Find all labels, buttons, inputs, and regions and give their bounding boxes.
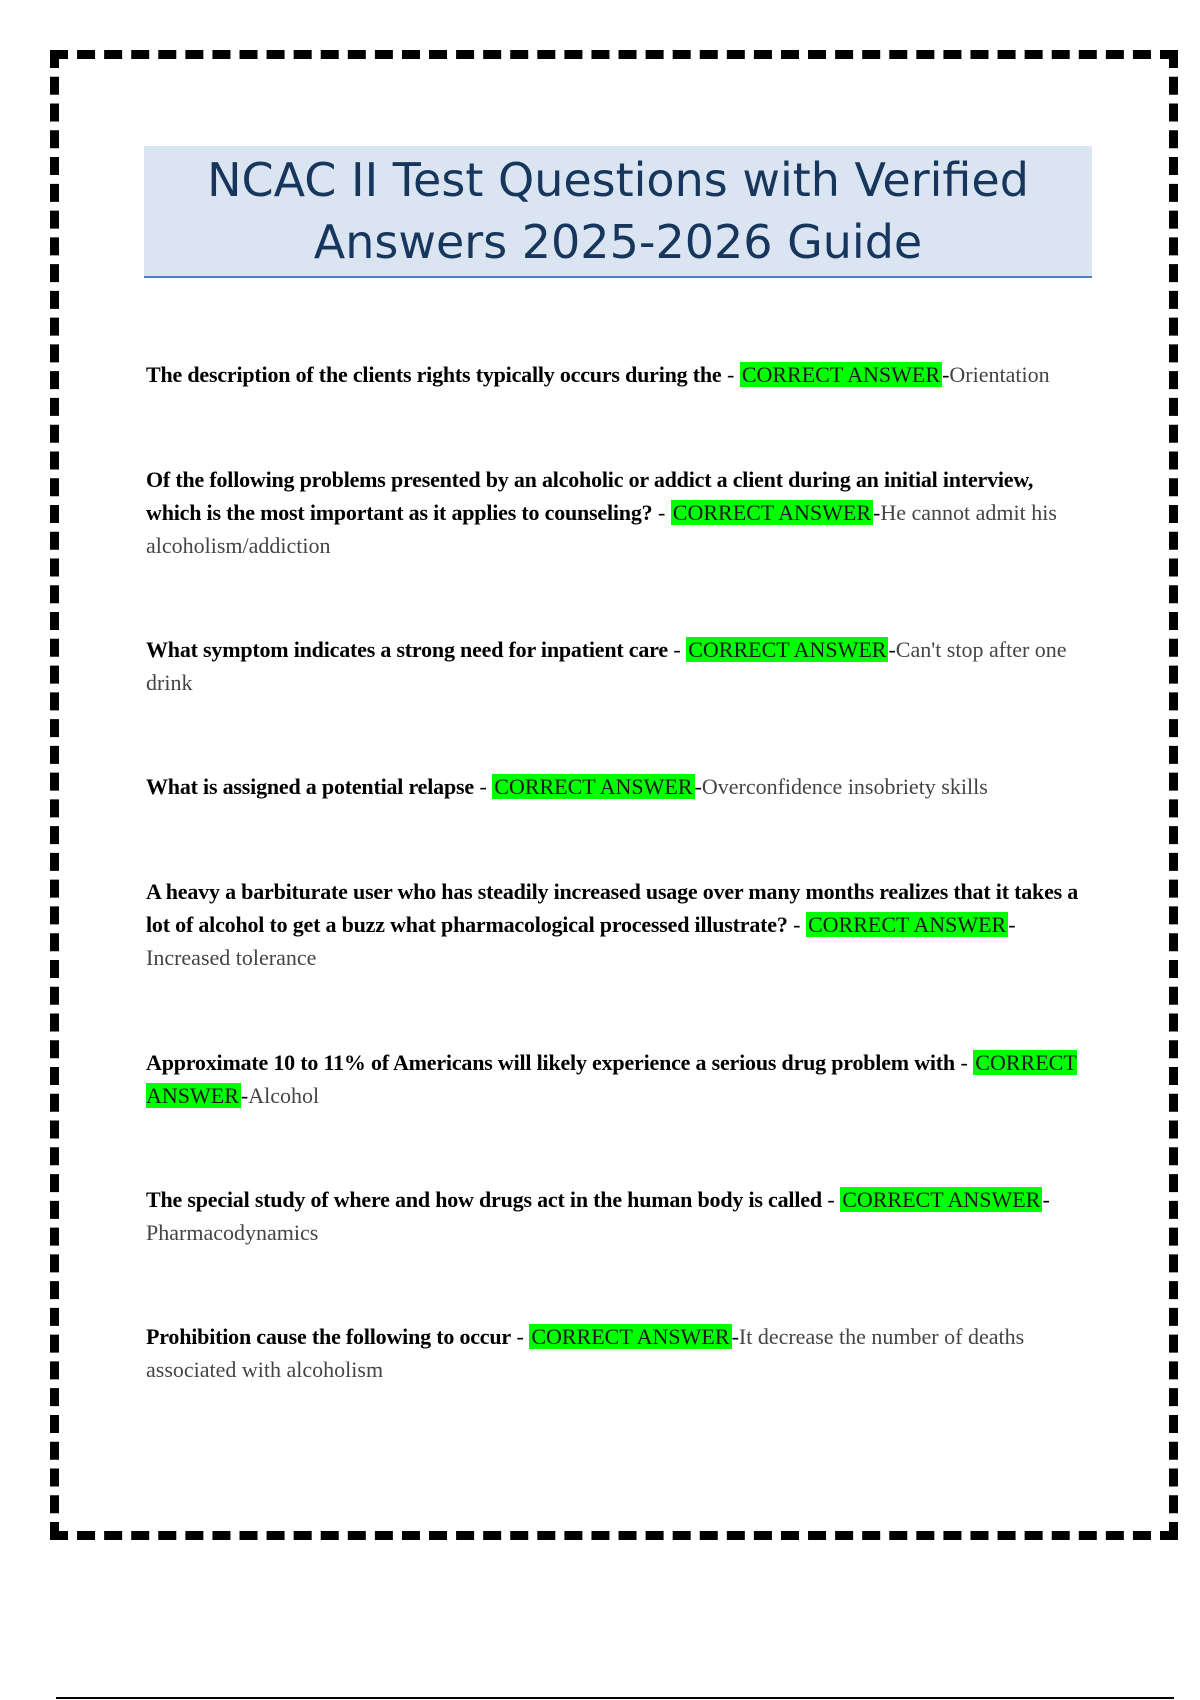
correct-answer-marker: CORRECT ANSWER [146,1050,1077,1108]
footer-rule [56,1697,1174,1699]
question-text: Prohibition cause the following to occur [146,1324,511,1349]
separator: - [473,774,493,799]
correct-answer-marker: CORRECT ANSWER [842,1187,1041,1212]
answer-text: Overconfidence insobriety skills [701,774,988,799]
separator: - [721,362,740,387]
correct-answer-marker: CORRECT ANSWER [688,637,887,662]
qa-item: The description of the clients rights typically occurs during the - CORRECT ANSWER-Orientation [146,362,1050,387]
document-title: NCAC II Test Questions with Verified Answers 2025-2026 Guide [207,153,1029,269]
correct-answer-marker: CORRECT ANSWER [807,912,1007,937]
separator: - [652,500,671,525]
correct-answer-marker: CORRECT ANSWER [741,362,941,387]
qa-item: Approximate 10 to 11% of Americans will likely experience a serious drug problem with - CORRECT ANSWER-Alcohol [146,1050,1077,1108]
question-text: The special study of where and how drugs act in the human body is called [146,1187,822,1212]
qa-item: A heavy a barbiturate user who has steadily increased usage over many months realizes that it takes a lot of alcohol to get a buzz what pharmacological processed illustrate? - CORRECT ANSWER-Increased tolerance [146,879,1079,970]
answer-text: Alcohol [248,1083,320,1108]
qa-item: What is assigned a potential relapse - CORRECT ANSWER-Overconfidence insobriety skills [146,774,988,799]
answer-text: Can't stop after one drink [146,637,1067,695]
separator: - [821,1187,841,1212]
answer-text: Increased tolerance [146,945,317,970]
answer-text: Orientation [949,362,1050,387]
qa-item: Of the following problems presented by an alcoholic or addict a client during an initial interview, which is the most important as it applies to counseling? - CORRECT ANSWER-He cannot admit his alcoholism/addiction [146,467,1057,558]
qa-item: What symptom indicates a strong need for inpatient care - CORRECT ANSWER-Can't stop after one drink [146,637,1067,695]
question-text: Of the following problems presented by an alcoholic or addict a client during an initial interview, which is the most important as it applies to counseling? [146,467,1034,525]
answer-text: It decrease the number of deaths associated with alcoholism [146,1324,1025,1382]
correct-answer-marker: CORRECT ANSWER [672,500,872,525]
answer-text: He cannot admit his alcoholism/addiction [146,500,1057,558]
question-text: Approximate 10 to 11% of Americans will likely experience a serious drug problem with [146,1050,955,1075]
question-text: What symptom indicates a strong need for inpatient care [146,637,668,662]
separator: - [510,1324,530,1349]
question-text: What is assigned a potential relapse [146,774,474,799]
separator: - [954,1050,974,1075]
separator: - [787,912,806,937]
question-text: The description of the clients rights typically occurs during the [146,362,722,387]
correct-answer-marker: CORRECT ANSWER [531,1324,730,1349]
answer-text: Pharmacodynamics [146,1220,319,1245]
separator: - [667,637,687,662]
correct-answer-marker: CORRECT ANSWER [494,774,693,799]
question-text: A heavy a barbiturate user who has steadily increased usage over many months realizes that it takes a lot of alcohol to get a buzz what pharmacological processed illustrate? [146,879,1079,937]
qa-item: Prohibition cause the following to occur - CORRECT ANSWER-It decrease the number of deaths associated with alcoholism [146,1324,1025,1382]
title-banner [144,146,1092,278]
qa-item: The special study of where and how drugs act in the human body is called - CORRECT ANSWER-Pharmacodynamics [146,1187,1050,1245]
